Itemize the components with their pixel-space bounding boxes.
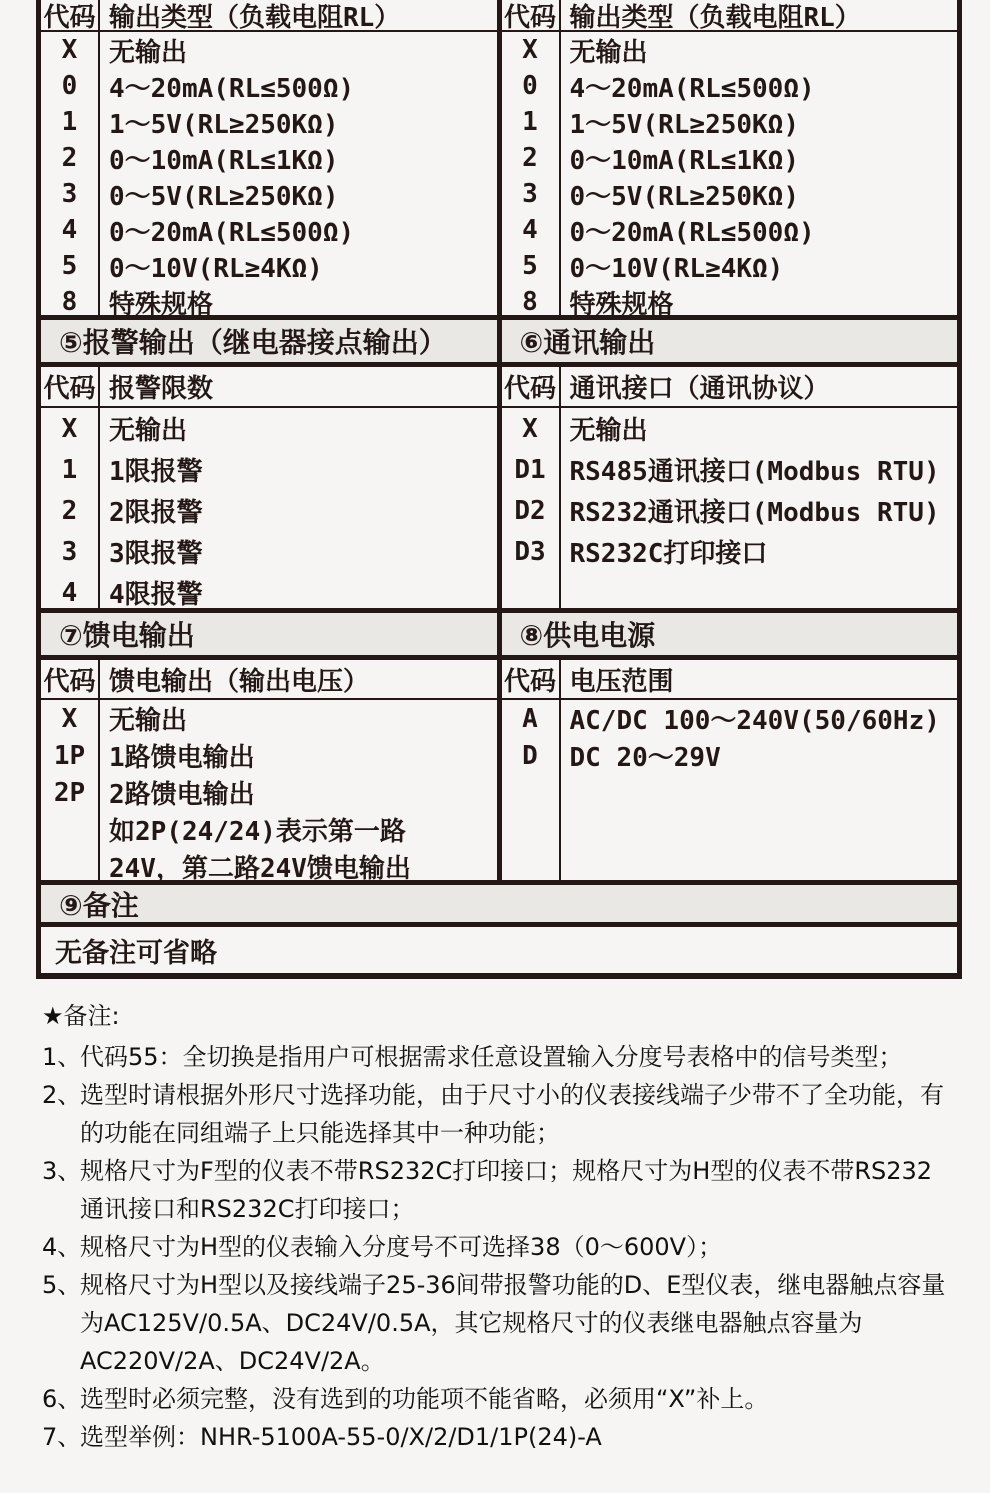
- footnote-item: [42, 1038, 948, 1076]
- footnotes-list: [42, 1038, 948, 1456]
- remark-row: 无备注可省略: [55, 937, 217, 969]
- row-code: D: [522, 740, 538, 771]
- row-code: 1: [61, 454, 78, 485]
- row-desc: 无输出: [569, 37, 648, 68]
- footnote-item: [42, 1152, 948, 1228]
- row-desc: 0～20mA(RL≤500Ω): [109, 217, 355, 248]
- row-desc: AC/DC 100～240V(50/60Hz): [569, 706, 940, 736]
- table-header: [502, 660, 958, 700]
- power-table: [497, 660, 958, 880]
- footnote-number: 4、: [42, 1233, 82, 1261]
- table-row: [502, 212, 958, 248]
- table-row: [41, 104, 497, 140]
- code-header: 代码: [503, 374, 556, 404]
- row-desc: 无输出: [109, 37, 188, 68]
- table-row: [502, 248, 958, 284]
- footnote-item: [42, 1418, 948, 1456]
- table-row: [41, 408, 497, 449]
- row-code: 4: [522, 215, 538, 245]
- table-row: [41, 848, 497, 885]
- row-code: 3: [522, 179, 538, 209]
- table-row: [41, 284, 497, 320]
- row-desc: 1～5V(RL≥250KΩ): [569, 109, 799, 140]
- row-desc: RS232C打印接口: [569, 539, 768, 569]
- row-code: 1: [61, 107, 78, 137]
- table-row: [502, 408, 958, 449]
- table-body: [41, 700, 497, 885]
- row-code: D2: [514, 495, 546, 526]
- footnote-number: 2、: [42, 1081, 82, 1109]
- row-desc: 1限报警: [109, 457, 203, 487]
- footnote-item: [42, 1076, 948, 1152]
- row-code: 2P: [53, 777, 86, 808]
- footnote-item: [42, 1266, 948, 1380]
- code-header: 代码: [43, 374, 96, 404]
- table-header: [41, 0, 497, 32]
- table-row: [41, 737, 497, 774]
- row-code: 2: [522, 143, 538, 173]
- footnote-item: [42, 1380, 948, 1418]
- row-desc: 0～20mA(RL≤500Ω): [569, 217, 815, 248]
- row-desc: DC 20～29V: [569, 743, 721, 773]
- footnote-text: 规格尺寸为H型以及接线端子25-36间带报警功能的D、E型仪表，继电器触点容量为AC125V/0.5A、DC24V/0.5A，其它规格尺寸的仪表继电器触点容量为AC220V/2A、DC24V/2A。: [80, 1271, 946, 1375]
- table-body: [41, 408, 497, 613]
- row-desc: 3限报警: [109, 539, 203, 569]
- row-code: 8: [61, 287, 78, 317]
- power-section-title: ⑧供电电源: [497, 613, 958, 655]
- table-row: [502, 284, 958, 320]
- row-code: 0: [522, 71, 538, 101]
- row-desc: RS232通讯接口(Modbus RTU): [569, 498, 940, 528]
- selection-spec-table: [36, 0, 962, 979]
- footnote-item: [42, 1228, 948, 1266]
- row-code: 4: [61, 577, 78, 608]
- row-code: D3: [514, 536, 546, 567]
- table-header: [41, 367, 497, 408]
- row-code: X: [522, 413, 538, 444]
- column-divider: [98, 0, 100, 315]
- row-desc: 0～10mA(RL≤1KΩ): [569, 145, 799, 176]
- row-code: 5: [522, 251, 538, 281]
- table-row: [502, 490, 958, 531]
- footnote-number: 3、: [42, 1157, 82, 1185]
- row-desc: 无输出: [109, 706, 188, 736]
- row-desc: 无输出: [109, 416, 188, 446]
- output-type-table-left: [41, 0, 497, 320]
- row-code: 3: [61, 536, 78, 567]
- code-header: 代码: [43, 2, 96, 33]
- alarm-table: [41, 367, 497, 608]
- row-desc: 如2P(24/24)表示第一路: [109, 817, 406, 847]
- column-divider: [98, 367, 100, 608]
- table-row: [502, 68, 958, 104]
- code-header: 代码: [503, 2, 556, 33]
- row-code: 2: [61, 495, 78, 526]
- row-code: 3: [61, 179, 78, 209]
- section-band-row: [41, 320, 957, 367]
- table-row: [41, 490, 497, 531]
- table-body: [502, 700, 958, 774]
- feed-power-section: [41, 660, 957, 885]
- footnote-number: 5、: [42, 1271, 82, 1299]
- row-desc: 24V，第二路24V馈电输出: [109, 854, 411, 884]
- row-desc: 无输出: [569, 416, 648, 446]
- desc-header: 报警限数: [109, 374, 214, 404]
- table-row: [41, 68, 497, 104]
- row-desc: 0～10V(RL≥4KΩ): [109, 253, 323, 284]
- table-row: [502, 140, 958, 176]
- remark-section-title: ⑨备注: [41, 885, 957, 927]
- table-row: [502, 700, 958, 737]
- table-row: [41, 248, 497, 284]
- table-row: [41, 811, 497, 848]
- table-row: [502, 737, 958, 774]
- desc-header: 电压范围: [569, 666, 674, 697]
- footnote-number: 7、: [42, 1423, 82, 1451]
- footnote-number: 6、: [42, 1385, 82, 1413]
- row-code: 5: [61, 251, 78, 281]
- row-desc: 4限报警: [109, 580, 203, 610]
- code-header: 代码: [503, 666, 556, 697]
- alarm-section-title: ⑤报警输出（继电器接点输出）: [59, 326, 447, 359]
- table-row: [41, 212, 497, 248]
- table-row: [41, 774, 497, 811]
- alarm-comm-section: [41, 367, 957, 613]
- table-row: [41, 700, 497, 737]
- feed-section-title: ⑦馈电输出: [59, 619, 195, 652]
- table-row: [502, 32, 958, 68]
- row-code: X: [61, 703, 78, 734]
- table-header: [502, 0, 958, 32]
- row-desc: 0～5V(RL≥250KΩ): [569, 181, 799, 212]
- table-row: [41, 140, 497, 176]
- row-desc: 0～10V(RL≥4KΩ): [569, 253, 784, 284]
- table-row: [41, 531, 497, 572]
- table-row: [41, 32, 497, 68]
- row-code: D1: [514, 454, 546, 485]
- row-desc: 特殊规格: [569, 289, 674, 320]
- column-divider: [559, 0, 561, 315]
- comm-section-title: ⑥通讯输出: [497, 320, 958, 362]
- row-code: 2: [61, 143, 78, 173]
- column-divider: [559, 367, 561, 608]
- section-band-row: [41, 613, 957, 660]
- comm-table: [497, 367, 958, 608]
- footnote-number: 1、: [42, 1043, 82, 1071]
- footnote-text: 代码55：全切换是指用户可根据需求任意设置输入分度号表格中的信号类型；: [80, 1043, 903, 1071]
- footnote-text: 规格尺寸为H型的仪表输入分度号不可选择38（0～600V）；: [80, 1233, 723, 1261]
- row-code: 8: [522, 287, 538, 317]
- row-desc: 4～20mA(RL≤500Ω): [569, 73, 815, 104]
- table-row: [502, 449, 958, 490]
- code-header: 代码: [43, 666, 96, 697]
- row-desc: 2路馈电输出: [109, 780, 255, 810]
- table-row: [41, 449, 497, 490]
- table-body: [502, 32, 958, 320]
- output-type-section: [41, 0, 957, 320]
- row-code: 1: [522, 107, 538, 137]
- footnote-text: 选型时请根据外形尺寸选择功能，由于尺寸小的仪表接线端子少带不了全功能，有的功能在同组端子上只能选择其中一种功能；: [80, 1081, 944, 1147]
- row-code: 1P: [53, 740, 86, 771]
- row-desc: 0～10mA(RL≤1KΩ): [109, 145, 339, 176]
- footnotes: [42, 997, 948, 1456]
- footnote-text: 选型时必须完整，没有选到的功能项不能省略，必须用“X”补上。: [80, 1385, 769, 1413]
- row-code: A: [522, 703, 538, 734]
- row-code: 4: [61, 215, 78, 245]
- table-row: [502, 531, 958, 572]
- footnotes-title: ★备注:: [42, 1002, 120, 1030]
- feed-table: [41, 660, 497, 884]
- desc-header: 通讯接口（通讯协议）: [569, 374, 830, 404]
- row-code: X: [61, 413, 78, 444]
- footnote-text: 选型举例：NHR-5100A-55-0/X/2/D1/1P(24)-A: [80, 1423, 602, 1451]
- table-row: [502, 104, 958, 140]
- footnote-text: 规格尺寸为F型的仪表不带RS232C打印接口；规格尺寸为H型的仪表不带RS232通讯接口和RS232C打印接口；: [80, 1157, 933, 1223]
- table-row: [41, 572, 497, 613]
- row-desc: 1路馈电输出: [109, 743, 255, 773]
- desc-header: 馈电输出（输出电压）: [109, 666, 370, 697]
- row-desc: 0～5V(RL≥250KΩ): [109, 181, 339, 212]
- row-desc: 1～5V(RL≥250KΩ): [109, 109, 339, 140]
- row-code: X: [61, 35, 78, 65]
- column-divider: [98, 660, 100, 880]
- table-row: [41, 176, 497, 212]
- column-divider: [559, 660, 561, 880]
- table-body: [502, 408, 958, 572]
- row-desc: 4～20mA(RL≤500Ω): [109, 73, 355, 104]
- row-desc: 特殊规格: [109, 289, 214, 320]
- row-desc: RS485通讯接口(Modbus RTU): [569, 457, 940, 487]
- row-code: 0: [61, 71, 78, 101]
- table-body: [41, 32, 497, 320]
- table-row: [502, 176, 958, 212]
- table-header: [502, 367, 958, 408]
- output-type-table-right: [497, 0, 958, 320]
- desc-header: 输出类型（负载电阻RL）: [569, 2, 861, 33]
- row-code: X: [522, 35, 538, 65]
- row-desc: 2限报警: [109, 498, 203, 528]
- desc-header: 输出类型（负载电阻RL）: [109, 2, 401, 33]
- table-header: [41, 660, 497, 700]
